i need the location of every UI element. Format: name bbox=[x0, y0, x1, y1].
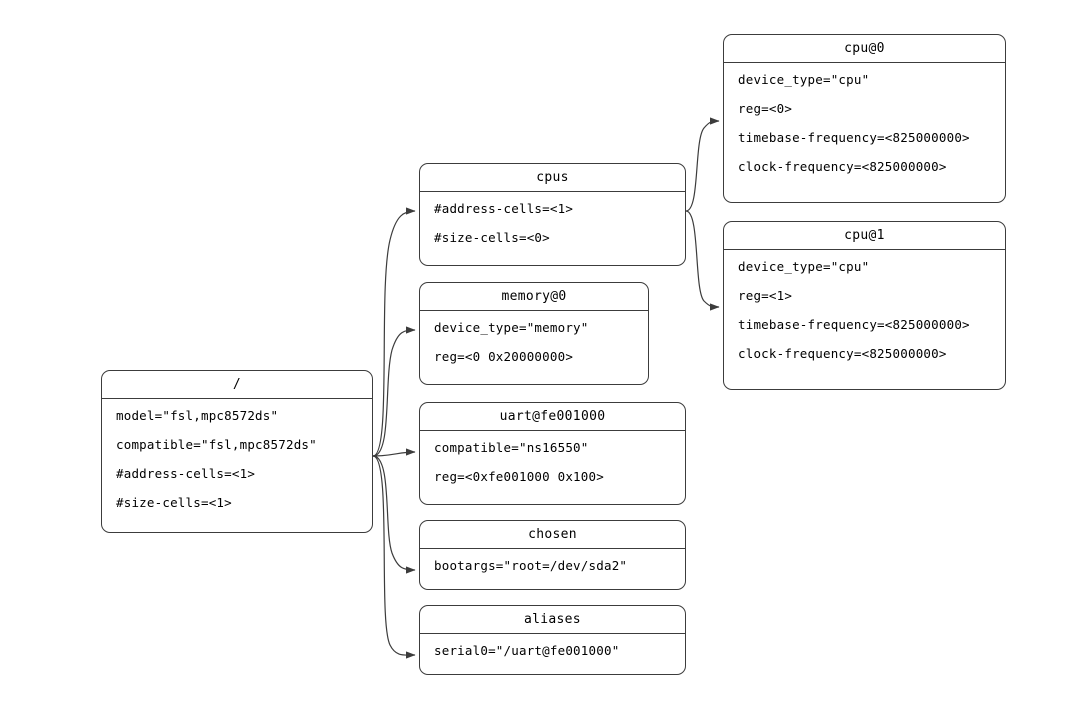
node-title-chosen: chosen bbox=[420, 521, 685, 549]
edge-root-to-aliases bbox=[373, 456, 415, 655]
node-properties-cpu1 bbox=[724, 250, 1005, 370]
node-cpu0[interactable] bbox=[723, 34, 1006, 203]
node-title-uart: uart@fe001000 bbox=[420, 403, 685, 431]
node-memory[interactable] bbox=[419, 282, 649, 385]
node-title-aliases: aliases bbox=[420, 606, 685, 634]
node-properties-cpu0 bbox=[724, 63, 1005, 183]
node-property: clock-frequency=<825000000> bbox=[738, 159, 947, 174]
node-properties-uart bbox=[420, 431, 685, 493]
node-properties-memory bbox=[420, 311, 648, 373]
node-property: serial0="/uart@fe001000" bbox=[434, 643, 620, 658]
node-aliases[interactable] bbox=[419, 605, 686, 675]
node-property: timebase-frequency=<825000000> bbox=[738, 130, 970, 145]
node-property: model="fsl,mpc8572ds" bbox=[116, 408, 279, 423]
node-root[interactable] bbox=[101, 370, 373, 533]
node-property: reg=<0 0x20000000> bbox=[434, 349, 574, 364]
node-property: reg=<1> bbox=[738, 288, 793, 303]
node-property: #address-cells=<1> bbox=[116, 466, 256, 481]
node-uart[interactable] bbox=[419, 402, 686, 505]
node-title-cpus: cpus bbox=[420, 164, 685, 192]
node-property: bootargs="root=/dev/sda2" bbox=[434, 558, 628, 573]
node-chosen[interactable] bbox=[419, 520, 686, 590]
node-property: #size-cells=<0> bbox=[434, 230, 550, 245]
node-property: compatible="ns16550" bbox=[434, 440, 589, 455]
node-property: reg=<0> bbox=[738, 101, 793, 116]
node-properties-chosen bbox=[420, 549, 685, 582]
node-cpu1[interactable] bbox=[723, 221, 1006, 390]
edge-root-to-uart bbox=[373, 452, 415, 456]
node-title-cpu0: cpu@0 bbox=[724, 35, 1005, 63]
edge-root-to-chosen bbox=[373, 456, 415, 570]
edge-root-to-cpus bbox=[373, 211, 415, 456]
node-properties-root bbox=[102, 399, 372, 519]
node-property: device_type="cpu" bbox=[738, 259, 870, 274]
node-property: device_type="memory" bbox=[434, 320, 589, 335]
node-property: timebase-frequency=<825000000> bbox=[738, 317, 970, 332]
node-property: #address-cells=<1> bbox=[434, 201, 574, 216]
node-title-cpu1: cpu@1 bbox=[724, 222, 1005, 250]
node-property: clock-frequency=<825000000> bbox=[738, 346, 947, 361]
edge-cpus-to-cpu1 bbox=[686, 211, 719, 307]
edge-root-to-memory bbox=[373, 330, 415, 456]
node-cpus[interactable] bbox=[419, 163, 686, 266]
node-property: device_type="cpu" bbox=[738, 72, 870, 87]
node-property: reg=<0xfe001000 0x100> bbox=[434, 469, 604, 484]
edge-cpus-to-cpu0 bbox=[686, 121, 719, 211]
node-title-memory: memory@0 bbox=[420, 283, 648, 311]
node-property: #size-cells=<1> bbox=[116, 495, 232, 510]
node-title-root: / bbox=[102, 371, 372, 399]
node-properties-cpus bbox=[420, 192, 685, 254]
node-properties-aliases bbox=[420, 634, 685, 667]
node-property: compatible="fsl,mpc8572ds" bbox=[116, 437, 317, 452]
